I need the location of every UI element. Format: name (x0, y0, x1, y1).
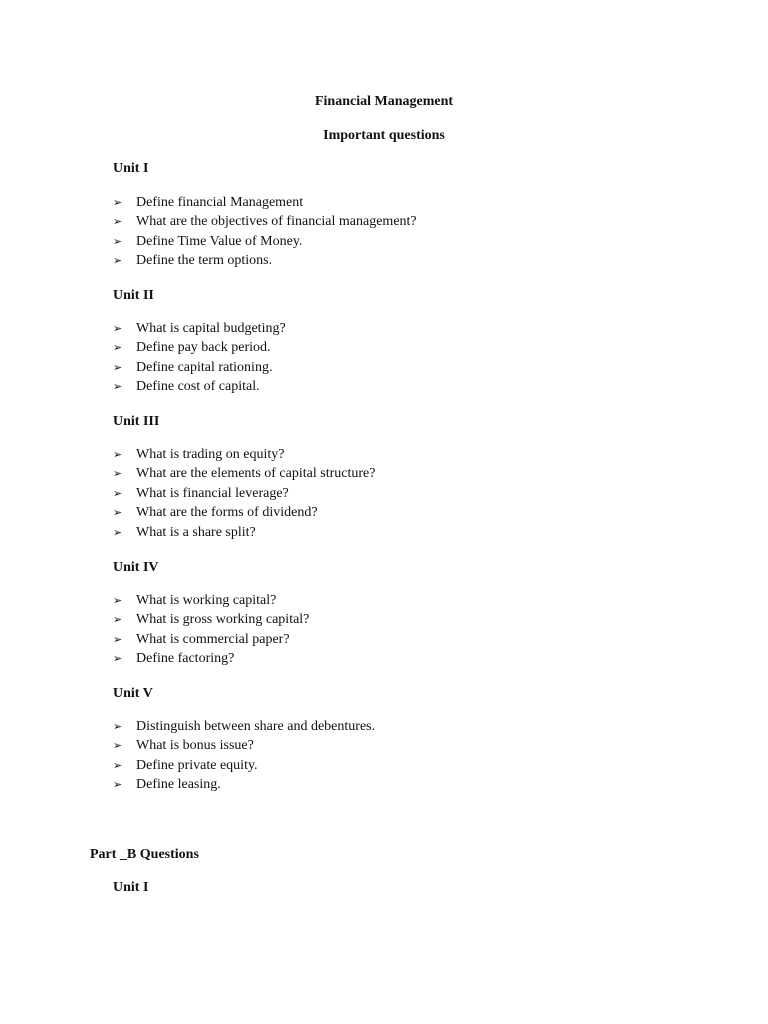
question-text: What are the elements of capital structure? (136, 466, 376, 482)
list-item (113, 193, 417, 212)
list-item (113, 484, 375, 503)
arrow-bullet-icon: ➢ (113, 215, 123, 229)
question-text: What is capital budgeting? (136, 321, 286, 336)
arrow-bullet-icon: ➢ (113, 613, 123, 627)
question-text: What is financial leverage? (136, 485, 289, 501)
list-item (113, 756, 375, 775)
question-text: What are the objectives of financial management? (136, 214, 417, 230)
question-text: Define cost of capital. (136, 379, 260, 395)
arrow-bullet-icon: ➢ (113, 778, 123, 792)
unit-heading-4: Unit IV (113, 560, 159, 575)
question-text: Define leasing. (136, 777, 221, 793)
arrow-bullet-icon: ➢ (113, 652, 123, 666)
question-text: Define financial Management (136, 195, 304, 210)
list-item (113, 775, 375, 794)
question-text: What is trading on equity? (136, 447, 285, 462)
list-item (113, 358, 286, 377)
unit-heading-5: Unit V (113, 686, 153, 701)
question-text: Define the term options. (136, 253, 273, 269)
question-list-unit-3 (113, 445, 375, 542)
arrow-bullet-icon: ➢ (113, 322, 123, 335)
question-text: Define private equity. (136, 757, 258, 773)
arrow-bullet-icon: ➢ (113, 448, 123, 461)
list-item (113, 630, 309, 649)
arrow-bullet-icon: ➢ (113, 254, 123, 268)
list-item (113, 338, 286, 357)
list-item (113, 232, 417, 251)
list-item (113, 319, 286, 338)
list-item (113, 464, 375, 483)
arrow-bullet-icon: ➢ (113, 234, 123, 248)
list-item (113, 445, 375, 464)
part-b-heading: Part _B Questions (90, 847, 199, 862)
question-text: Define capital rationing. (136, 359, 273, 375)
question-text: What is a share split? (136, 524, 256, 540)
question-text: What is commercial paper? (136, 631, 290, 647)
question-text: Define pay back period. (136, 340, 271, 356)
arrow-bullet-icon: ➢ (113, 720, 123, 733)
arrow-bullet-icon: ➢ (113, 360, 123, 374)
question-text: Define factoring? (136, 651, 235, 667)
document-title: Financial Management (314, 94, 454, 109)
list-item (113, 649, 309, 668)
arrow-bullet-icon: ➢ (113, 506, 123, 520)
list-item (113, 251, 417, 270)
unit-heading-3: Unit III (113, 414, 160, 429)
question-text: Distinguish between share and debentures. (136, 719, 376, 734)
unit-heading-1: Unit I (113, 161, 149, 176)
list-item (113, 503, 375, 522)
list-item (113, 377, 286, 396)
question-list-unit-2 (113, 319, 286, 397)
arrow-bullet-icon: ➢ (113, 467, 123, 481)
document-subtitle: Important questions (323, 128, 445, 143)
question-list-unit-1 (113, 193, 417, 271)
list-item (113, 591, 309, 610)
question-text: What is working capital? (136, 593, 277, 608)
list-item (113, 610, 309, 629)
list-item (113, 523, 375, 542)
arrow-bullet-icon: ➢ (113, 196, 123, 209)
arrow-bullet-icon: ➢ (113, 380, 123, 394)
list-item (113, 736, 375, 755)
arrow-bullet-icon: ➢ (113, 594, 123, 607)
question-list-unit-4 (113, 591, 309, 669)
question-text: Define Time Value of Money. (136, 233, 303, 249)
question-text: What is gross working capital? (136, 612, 310, 628)
question-text: What is bonus issue? (136, 738, 254, 754)
question-text: What are the forms of dividend? (136, 505, 318, 521)
arrow-bullet-icon: ➢ (113, 486, 123, 500)
arrow-bullet-icon: ➢ (113, 632, 123, 646)
part-b-unit-heading-1: Unit I (113, 880, 149, 895)
arrow-bullet-icon: ➢ (113, 758, 123, 772)
unit-heading-2: Unit II (113, 288, 154, 303)
arrow-bullet-icon: ➢ (113, 739, 123, 753)
arrow-bullet-icon: ➢ (113, 525, 123, 539)
list-item (113, 717, 375, 736)
question-list-unit-5 (113, 717, 375, 795)
list-item (113, 212, 417, 231)
arrow-bullet-icon: ➢ (113, 341, 123, 355)
